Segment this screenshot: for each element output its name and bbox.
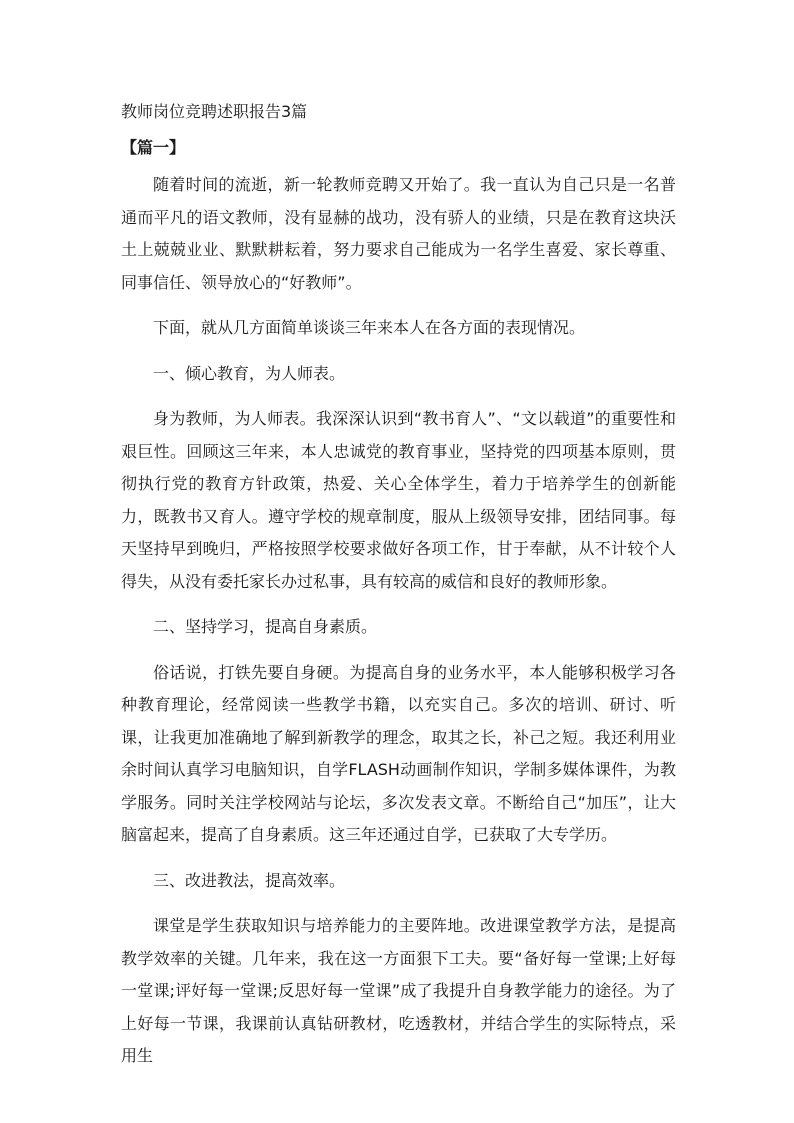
heading-point-one: 一、倾心教育，为人师表。	[153, 363, 346, 383]
paragraph-overview: 下面，就从几方面简单谈谈三年来本人在各方面的表现情况。	[153, 318, 586, 337]
paragraph-point-three: 课堂是学生获取知识与培养能力的主要阵地。改进课堂教学方法，是提高教学效率的关键。几年来，我在这一方面狠下工夫。要“备好每一堂课;上好每一堂课;评好每一堂课;反思好每一堂课”成了我提升自身教学能力的途径。为了上好每一节课，我课前认真钻研教材，吃透教材，并结合学生的实际特点，采用生	[121, 916, 676, 1065]
heading-point-three: 三、改进教法，提高效率。	[153, 870, 346, 890]
paragraph-point-one: 身为教师，为人师表。我深深认识到“教书育人”、“文以载道”的重要性和艰巨性。回顾这三年来，本人忠诚党的教育事业，坚持党的四项基本原则，贯彻执行党的教育方针政策，热爱、关心全体学生，着力于培养学生的创新能力，既教书又育人。遵守学校的规章制度，服从上级领导安排，团结同事。每天坚持早到晚归，严格按照学校要求做好各项工作，甘于奉献，从不计较个人得失，从没有委托家长办过私事，具有较高的威信和良好的教师形象。	[121, 409, 676, 591]
section-heading: 【篇一】	[121, 138, 186, 157]
paragraph-point-two: 俗话说，打铁先要自身硬。为提高自身的业务水平，本人能够积极学习各种教育理论，经常阅读一些教学书籍，以充实自己。多次的培训、研讨、听课，让我更加准确地了解到新教学的理念，取其之长，补己之短。我还利用业余时间认真学习电脑知识，自学FLASH动画制作知识，学制多媒体课件，为教学服务。同时关注学校网站与论坛，多次发表文章。不断给自己“加压”，让大脑富起来，提高了自身素质。这三年还通过自学，已获取了大专学历。	[121, 662, 676, 844]
heading-point-two: 二、坚持学习，提高自身素质。	[153, 617, 378, 636]
paragraph-intro: 随着时间的流逝，新一轮教师竞聘又开始了。我一直认为自己只是一名普通而平凡的语文教师，没有显赫的战功，没有骄人的业绩，只是在教育这块沃土上兢兢业业、默默耕耘着，努力要求自己能成为一名学生喜爱、家长尊重、同事信任、领导放心的“好教师”。	[121, 175, 676, 292]
document-title: 教师岗位竞聘述职报告3篇	[121, 102, 308, 121]
document-body	[121, 99, 676, 1086]
